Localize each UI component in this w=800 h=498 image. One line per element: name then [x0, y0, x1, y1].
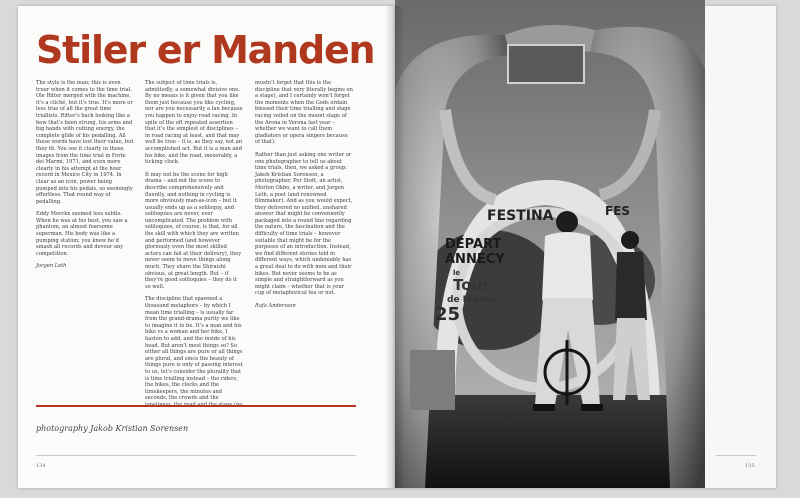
page-number-right: 135 — [745, 463, 755, 469]
side-number: 25 — [435, 304, 461, 325]
text-column-2 — [145, 80, 243, 415]
photo-illustration — [395, 0, 705, 488]
photo-credit: photography Jakob Kristian Sorensen — [36, 424, 189, 433]
festina-banner-right: FES — [605, 204, 631, 218]
text-column-3 — [255, 80, 353, 316]
depart-text: DÉPART — [445, 237, 502, 252]
column-2-paragraph: The subject of time trials is, admittedly, a somewhat divisive one. By no means is it given that you like them just because you like cycling, nor are you necessarily a fan because you happen to enjoy road racing. In spite of the oft repeated assertion that it’s the simplest of disciplines – in road racing at least, and that may well be true – it is, as they say, not an accomplished act. But it is a man and his bike, and the road, inexorably, a ticking clock. — [145, 80, 243, 166]
column-2-paragraph: It may not be the scene for high drama – and not the scene to describe comprehensively and fluently, and nothing in cycling is more obviously man-as-icon – but it usually ends up as a soliloquy, and soliloquies are never, ever uncomplicated. The problem with soliloquies, of course, is that, for all the skill with which they are written and performed (and however gloriously even the most skilled actors can fail at their delivery), they never seem to move things along much. They share the Shiraishi obvious, at great length. But – if they’re good soliloquies – they do it so well. — [145, 171, 242, 290]
column-3-paragraph: mustn’t forget that this is the discipline that very literally begins on a stage), and I certainly won’t forget the moments when the Gods ordain blessed their time trialling and stage racing veiled on the mount stage of the Arena in Verona last year – whether we want to call them gladiators or opera singers because of that). — [255, 80, 353, 146]
footer-rule-right — [716, 455, 756, 456]
page-number-left: 134 — [36, 463, 46, 469]
column-2-paragraph: The discipline that spawned a thousand metaphors – by which I mean time trialling – is usually far from the grand-drama purity we like to imagine it to be. It’s a man and his bike vs a woman and her bike, I hasten to add, and the inside of his head. But aren’t most things so? So either all things are pure or all things are plural, and since the beauty of things pure is only of passing interest to us, let’s consider the plurality that is time trialling instead – the riders, the bikes, the clocks and the timekeepers, the minutes and seconds, the crowds and the — [145, 296, 243, 402]
column-3-signature: Rafa Andersson — [255, 303, 296, 309]
inflatable-panel — [508, 45, 584, 83]
text-column-1 — [36, 80, 134, 276]
festina-banner: FESTINA — [487, 208, 554, 224]
column-1-signature: Jorgen Leth — [36, 263, 67, 270]
logo-line-1: le — [453, 269, 461, 277]
column-3-paragraph: Rather than just asking one writer or one photographer to tell us about time trials, then, we asked a group: Jakob Kristian Sorensen, a photographer, Per Stott, an artist, Morten Okbo, a writer, and Jorgen Leth, a poet (and renowned filmmaker). And as you would expect, they delivered no unified, unshared answer that might be conveniently packaged into a round line regarding the nature, the fascination and the difficulty of time trials – however suitable that might be for the purposes of an introduction. Instead, we find different stories told in different ways, which undeniably has a great deal to do with men and their bikes. But never seems to be as simple and straightforward as you might claim – whether that is your cup of metaphorical tea or not. — [255, 151, 353, 297]
logo-line-2: Tour — [453, 276, 490, 294]
article-title: Stiler er Manden — [36, 28, 375, 72]
logo-line-3: de France — [447, 295, 497, 305]
red-divider — [36, 405, 356, 407]
column-1-paragraph: Eddy Merckx seemed less subtle. When he was at his best, you saw a phantom, an almost fearsome superman. His body was like a pumping station; you knew he’d smash all records and devour any competition. — [36, 211, 128, 257]
column-1-paragraph: The style is the man; this is even truer when it comes to the time trial. Ole Ritter merged with the machine, it’s a cliché, but it’s true. It’s more or less true of all the great time triallists. Ritter’s back looking like a bow that’s been strung, his arms and big hands with cutting energy, the complete glide of his pedalling. All these words have lost their value, but they fit. You see it clearly in those images from the time trial in Forte dei Marmi, 1971, and even more clearly in his attempt at the hour record in Mexico City in 1974. In clear as an icon, power being pumped into his pedals, so seemingly effortless. That round way of pedalling. — [36, 80, 134, 205]
annecy-text: ANNECY — [445, 252, 505, 267]
barrier — [410, 350, 455, 410]
feature-photo — [395, 0, 705, 488]
footer-rule — [36, 455, 356, 456]
